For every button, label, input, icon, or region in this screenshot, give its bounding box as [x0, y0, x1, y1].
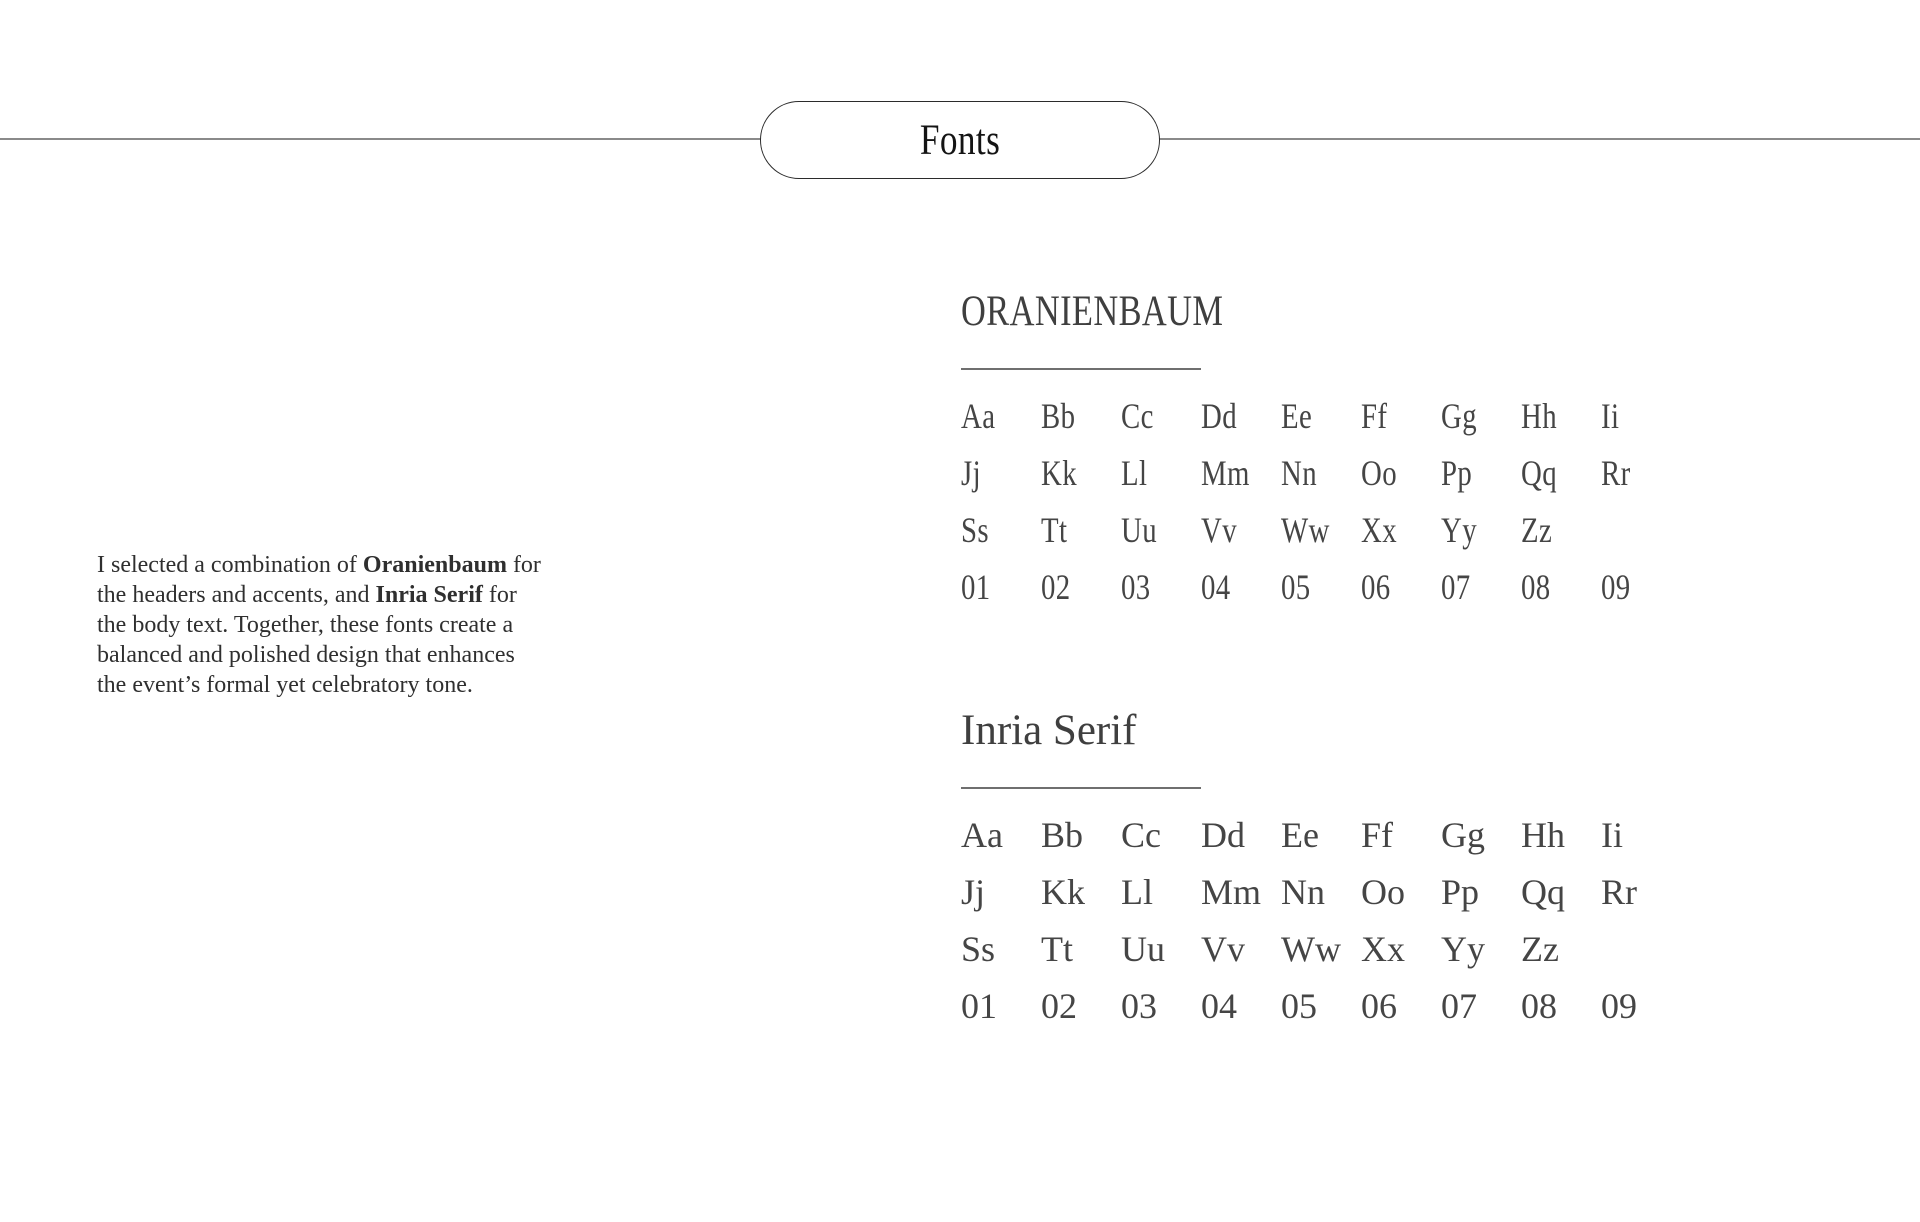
intro-line: [97, 550, 677, 580]
glyph-cell: Mm: [1201, 453, 1250, 493]
specimen-inria-serif: [961, 708, 1721, 1035]
glyph-grid-oranienbaum: [961, 388, 1721, 616]
glyph-cell: Ww: [1281, 929, 1341, 969]
glyph-cell: Nn: [1281, 453, 1317, 493]
glyph-cell: 02: [1041, 567, 1071, 607]
glyph-cell: Vv: [1201, 929, 1245, 969]
glyph-cell: Ii: [1601, 815, 1623, 855]
glyph-cell: Ss: [961, 929, 996, 969]
glyph-cell: Zz: [1521, 929, 1559, 969]
glyph-cell: 03: [1121, 567, 1151, 607]
intro-text: for: [506, 552, 541, 578]
glyph-cell: Jj: [961, 872, 986, 912]
intro-font-name: Inria Serif: [375, 582, 483, 608]
glyph-cell: 07: [1441, 567, 1471, 607]
glyph-cell: Ww: [1281, 510, 1330, 550]
glyph-cell: Kk: [1041, 453, 1077, 493]
glyph-cell: Cc: [1121, 396, 1154, 436]
glyph-cell: 07: [1441, 986, 1477, 1026]
glyph-cell: Yy: [1441, 929, 1485, 969]
glyph-cell: Bb: [1041, 396, 1076, 436]
glyph-cell: Hh: [1521, 396, 1557, 436]
glyph-cell: 09: [1601, 986, 1637, 1026]
glyph-cell: 08: [1521, 567, 1551, 607]
glyph-cell: Kk: [1041, 872, 1085, 912]
glyph-cell: Bb: [1041, 815, 1084, 855]
glyph-cell: Tt: [1041, 510, 1068, 550]
glyph-cell: 02: [1041, 986, 1077, 1026]
glyph-cell: Zz: [1521, 510, 1553, 550]
fonts-section-badge-label: Fonts: [919, 116, 1001, 164]
glyph-cell: Yy: [1441, 510, 1477, 550]
intro-text: the event’s formal yet celebratory tone.: [97, 672, 473, 698]
glyph-cell: 09: [1601, 567, 1631, 607]
glyph-cell-empty: [1601, 921, 1681, 978]
glyph-cell: Jj: [961, 453, 982, 493]
specimen-oranienbaum: [961, 289, 1721, 616]
glyph-cell: Uu: [1121, 510, 1157, 550]
glyph-cell: Qq: [1521, 453, 1557, 493]
glyph-cell: Vv: [1201, 510, 1237, 550]
glyph-cell: Cc: [1121, 815, 1161, 855]
intro-text: for: [482, 582, 517, 608]
glyph-cell: Mm: [1201, 872, 1262, 912]
glyph-cell: 01: [961, 986, 997, 1026]
fonts-section-badge: [760, 101, 1160, 179]
glyph-cell: Ff: [1361, 396, 1388, 436]
glyph-cell: 04: [1201, 986, 1237, 1026]
glyph-cell: Ll: [1121, 872, 1153, 912]
glyph-cell: Nn: [1281, 872, 1325, 912]
glyph-cell: Oo: [1361, 453, 1397, 493]
glyph-cell-empty: [1601, 502, 1665, 559]
specimen-underline: [961, 787, 1201, 789]
specimen-underline: [961, 368, 1201, 370]
glyph-cell: Aa: [961, 815, 1003, 855]
glyph-cell: Qq: [1521, 872, 1565, 912]
glyph-cell: Tt: [1041, 929, 1073, 969]
intro-text: the headers and accents, and: [97, 582, 376, 608]
glyph-cell: Rr: [1601, 872, 1637, 912]
glyph-cell: Ii: [1601, 396, 1620, 436]
intro-line: [97, 610, 677, 640]
glyph-cell: 08: [1521, 986, 1557, 1026]
glyph-cell: Dd: [1201, 815, 1245, 855]
glyph-cell: Pp: [1441, 453, 1473, 493]
glyph-cell: Xx: [1361, 929, 1405, 969]
glyph-cell: 01: [961, 567, 991, 607]
glyph-cell: Ll: [1121, 453, 1148, 493]
intro-font-name: Oranienbaum: [362, 552, 507, 578]
intro-text: I selected a combination of: [97, 552, 363, 578]
glyph-grid-inria-serif: [961, 807, 1721, 1035]
glyph-cell: Rr: [1601, 453, 1631, 493]
glyph-cell: Pp: [1441, 872, 1480, 912]
glyph-cell: Ee: [1281, 396, 1313, 436]
glyph-cell: Gg: [1441, 815, 1485, 855]
glyph-cell: 05: [1281, 986, 1317, 1026]
intro-line: [97, 640, 677, 670]
intro-line: [97, 670, 677, 700]
glyph-cell: Gg: [1441, 396, 1477, 436]
glyph-cell: Ss: [961, 510, 990, 550]
glyph-cell: Aa: [961, 396, 996, 436]
glyph-cell: Ff: [1361, 815, 1394, 855]
intro-line: [97, 580, 677, 610]
glyph-cell: 05: [1281, 567, 1311, 607]
glyph-cell: Hh: [1521, 815, 1565, 855]
specimen-title-oranienbaum: ORANIENBAUM: [961, 288, 1224, 335]
glyph-cell: 06: [1361, 986, 1397, 1026]
glyph-cell: 06: [1361, 567, 1391, 607]
intro-text: the body text. Together, these fonts create a: [97, 612, 514, 638]
glyph-cell: Dd: [1201, 396, 1237, 436]
intro-paragraph: [97, 550, 677, 700]
specimen-title-inria-serif: Inria Serif: [961, 707, 1137, 754]
intro-text: balanced and polished design that enhances: [97, 642, 515, 668]
glyph-cell: Oo: [1361, 872, 1405, 912]
glyph-cell: 03: [1121, 986, 1157, 1026]
glyph-cell: 04: [1201, 567, 1231, 607]
glyph-cell: Ee: [1281, 815, 1319, 855]
glyph-cell: Uu: [1121, 929, 1165, 969]
glyph-cell: Xx: [1361, 510, 1397, 550]
